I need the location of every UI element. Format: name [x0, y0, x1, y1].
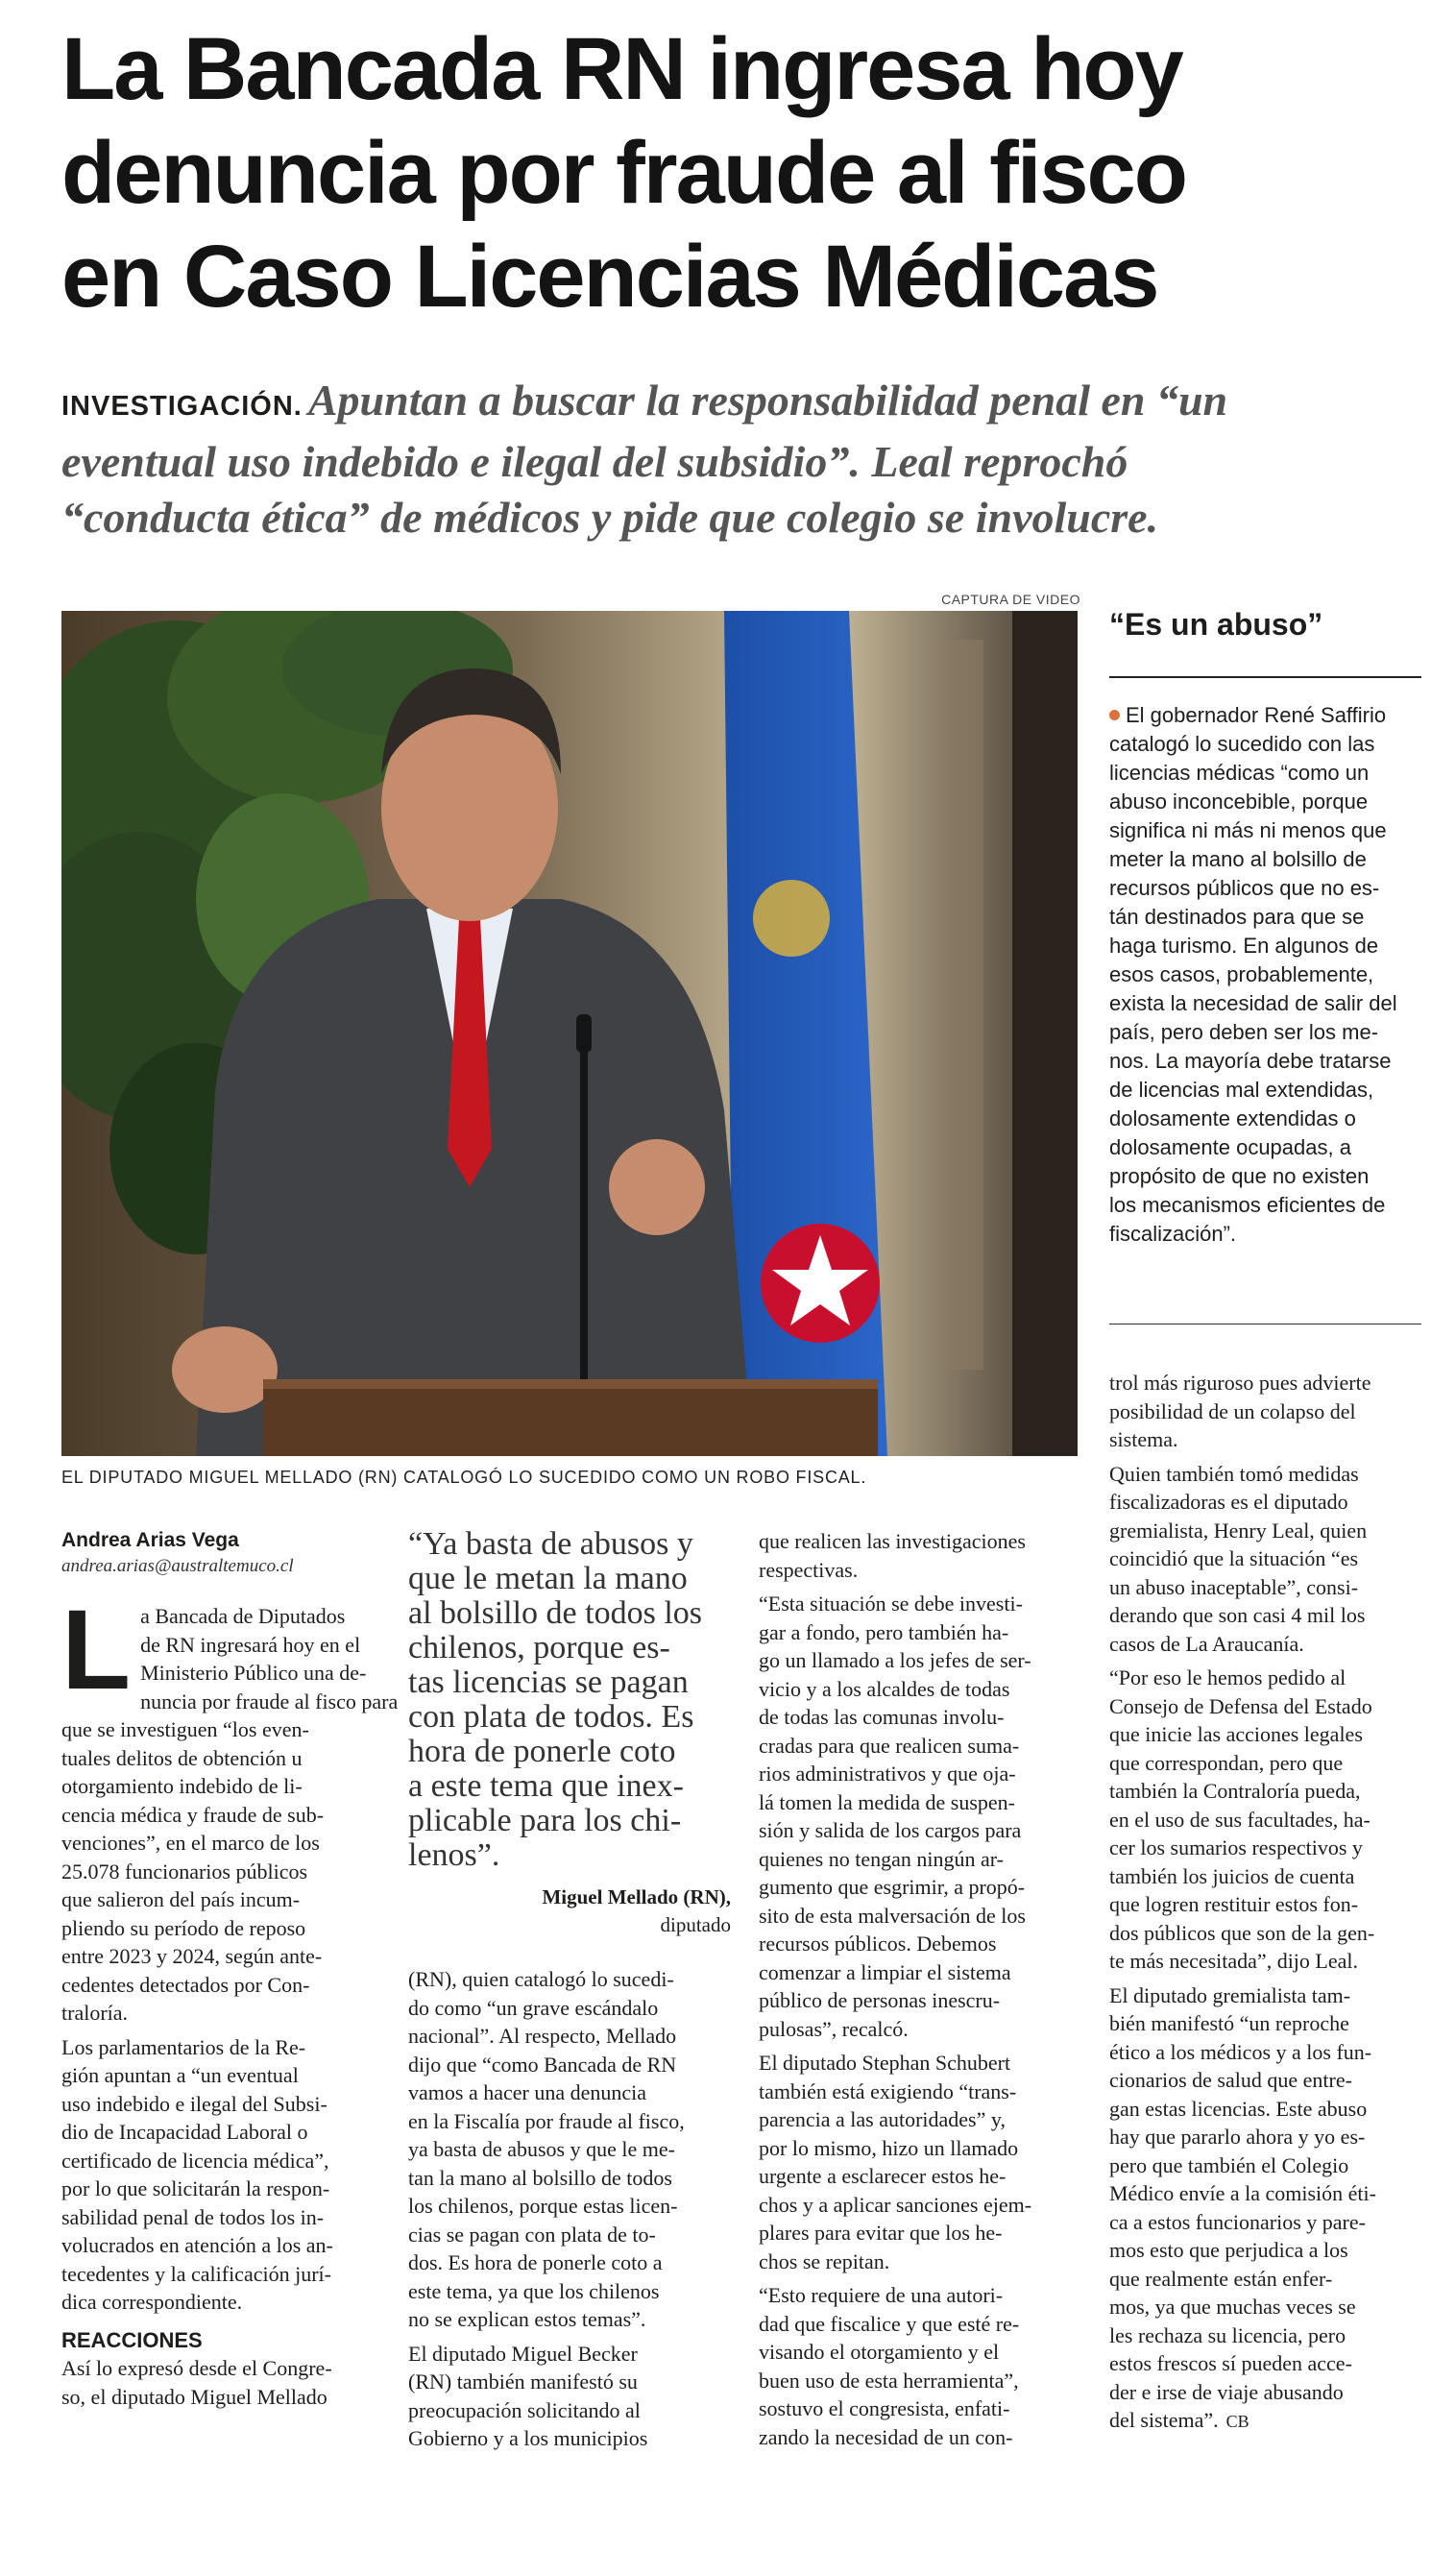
- bullet-dot-icon: [1109, 710, 1120, 720]
- article-column-2: [408, 1527, 731, 2453]
- paragraph: “Esto requiere de una autori- dad que fiscalice y que esté re- visando el otorgamiento y el buen uso de esta herramienta”, sostuvo el congresista, enfati- zando la necesidad de un con-: [759, 2283, 1020, 2449]
- sidebar-line: meter la mano al bolsillo de: [1109, 847, 1367, 871]
- sidebar-line: los mecanismos eficientes de: [1109, 1193, 1386, 1217]
- paragraph: “Esta situación se debe investi- gar a fondo, pero también ha- go un llamado a los jefes de ser- vicio y a los alcaldes de todas de todas las comunas involu- cradas para que realicen suma- rios administrativos y que oja- lá tomen la medida de suspen- sión y salida de los cargos para quienes no tengan ningún ar- gumento que esgrimir, a propó- sito de esta malversación de los recursos públicos. Debemos comenzar a limpiar el sistema público de personas inescru- pulosas”, recalcó.: [759, 1592, 1031, 2041]
- sidebar-line: catalogó lo sucedido con las: [1109, 732, 1375, 756]
- lead-deck-line: eventual uso indebido e ilegal del subsidio”. Leal reprochó: [61, 437, 1128, 486]
- lead-kicker: INVESTIGACIÓN.: [61, 391, 303, 422]
- article-column-4: [1109, 1369, 1421, 2437]
- sidebar-line: propósito de que no existen: [1109, 1164, 1370, 1188]
- sidebar-body: [1109, 701, 1421, 1249]
- pull-quote: “Ya basta de abusos y que le metan la mano al bolsillo de todos los chilenos, porque es- tas licencias se pagan con plata de todos. Es hora de ponerle coto a este tema que inex- plicable para los chi- lenos”.: [408, 1526, 702, 1873]
- lead-deck-line: “conducta ética” de médicos y pide que colegio se involucre.: [61, 493, 1159, 542]
- sidebar-line: fiscalización”.: [1109, 1222, 1237, 1246]
- sidebar-line: abuso inconcebible, porque: [1109, 790, 1369, 814]
- sidebar-line: El gobernador René Saffirio: [1126, 703, 1387, 727]
- headline-line: denuncia por fraude al fisco: [61, 124, 1186, 222]
- headline: [61, 17, 1387, 328]
- sidebar-line: país, pero deben ser los me-: [1109, 1020, 1379, 1044]
- paragraph: que realicen las investigaciones respectivas.: [759, 1529, 1026, 1582]
- paragraph: El diputado Stephan Schubert también está exigiendo “trans- parencia a las autoridades” y, por lo mismo, hizo un llamado urgente a esclarecer estos he- chos y a aplicar sanciones ejem- plares para evitar que los he- chos se repitan.: [759, 2051, 1032, 2273]
- paragraph: “Por eso le hemos pedido al Consejo de Defensa del Estado que inicie las acciones legales que correspondan, pero que también la Contraloría pueda, en el uso de sus facultades, ha- cer los sumarios respectivos y también los juicios de cuenta que logren restituir estos fon- dos públicos que son de la gen- te más necesitada”, dijo Leal.: [1109, 1665, 1375, 1973]
- news-photo: [61, 611, 1078, 1456]
- sidebar-title: “Es un abuso”: [1109, 607, 1323, 642]
- paragraph: L a Bancada de Diputados de RN ingresará hoy en el Ministerio Público una de- nuncia por fraude al fisco para que se investiguen “los even- tuales delitos de obtención u otorgamiento indebido de li- cencia médica y fraude de sub- venciones”, en el marco de los 25.078 funcionarios públicos que salieron del país incum- pliendo su período de reposo entre 2023 y 2024, según ante- cedentes detectados por Con- traloría.: [61, 1587, 399, 2025]
- sidebar-line: recursos públicos que no es-: [1109, 876, 1380, 900]
- photo-credit: CAPTURA DE VIDEO: [941, 592, 1080, 607]
- section-subhead: REACCIONES: [61, 2327, 203, 2352]
- article-column-1: [61, 1527, 399, 2411]
- drop-cap: L: [61, 1587, 132, 1713]
- paragraph: (RN), quien catalogó lo sucedi- do como “un grave escándalo nacional”. Al respecto, Mellado dijo que “como Bancada de RN vamos a hacer una denuncia en la Fiscalía por fraude al fisco, ya basta de abusos y que le me- tan la mano al bolsillo de todos los chilenos, porque estas licen- cias se pagan con plata de to- dos. Es hora de ponerle coto a este tema, ya que los chilenos no se explican estos temas”.: [408, 1967, 685, 2331]
- sidebar-line: esos casos, probablemente,: [1109, 962, 1374, 986]
- sidebar-line: nos. La mayoría debe tratarse: [1109, 1049, 1392, 1073]
- byline-name: Andrea Arias Vega: [61, 1529, 239, 1551]
- headline-line: La Bancada RN ingresa hoy: [61, 20, 1182, 118]
- sidebar-divider: [1109, 676, 1421, 678]
- sidebar-line: haga turismo. En algunos de: [1109, 934, 1379, 958]
- paragraph: Quien también tomó medidas fiscalizadoras es el diputado gremialista, Henry Leal, quien coincidió que la situación “es un abuso inaceptable”, consi- derando que son casi 4 mil los casos de La Araucanía.: [1109, 1461, 1368, 1656]
- article-column-3: [759, 1527, 1080, 2451]
- lead: [61, 373, 1387, 546]
- sidebar-line: dolosamente ocupadas, a: [1109, 1135, 1351, 1159]
- end-mark-icon: CB: [1225, 2412, 1249, 2431]
- sidebar-line: de licencias mal extendidas,: [1109, 1078, 1374, 1102]
- photo-illustration: [61, 611, 1078, 1456]
- sidebar-line: tán destinados para que se: [1109, 905, 1365, 929]
- sidebar-line: significa ni más ni menos que: [1109, 818, 1387, 842]
- pull-quote-author: Miguel Mellado (RN),: [542, 1885, 731, 1908]
- photo-caption: EL DIPUTADO MIGUEL MELLADO (RN) CATALOGÓ LO SUCEDIDO COMO UN ROBO FISCAL.: [61, 1468, 867, 1487]
- headline-line: en Caso Licencias Médicas: [61, 228, 1158, 326]
- paragraph: El diputado Miguel Becker (RN) también manifestó su preocupación solicitando al Gobierno y a los municipios: [408, 2341, 648, 2450]
- sidebar-line: dolosamente extendidas o: [1109, 1106, 1356, 1130]
- sidebar-line: exista la necesidad de salir del: [1109, 991, 1397, 1015]
- paragraph: Así lo expresó desde el Congre- so, el diputado Miguel Mellado: [61, 2356, 332, 2409]
- podium: [263, 1379, 878, 1456]
- paragraph: trol más riguroso pues advierte posibilidad de un colapso del sistema.: [1109, 1371, 1371, 1451]
- paragraph: El diputado gremialista tam- bién manifestó “un reproche ético a los médicos y a los fun- cionarios de salud que entre- gan estas licencias. Este abuso hay que pararlo ahora y yo es- pero que también el Colegio Médico envíe a la comisión éti- ca a estos funcionarios y pare- mos esto que perjudica a los que realmente están enfer- mos, ya que muchas veces se les rechaza su licencia, pero estos frescos sí pueden acce- der e irse de viaje abusando del sistema”. CB: [1109, 1982, 1376, 2432]
- paragraph: Los parlamentarios de la Re- gión apuntan a “un eventual uso indebido e ilegal del Subsi- dio de Incapacidad Laboral o certificado de licencia médica”, por lo que solicitarán la respon- sabilidad penal de todos los in- volucrados en atención a los an- tecedentes y la calificación jurí- dica correspondiente.: [61, 2034, 333, 2314]
- byline-email: andrea.arias@australtemuco.cl: [61, 1556, 294, 1576]
- pull-quote-role: diputado: [660, 1913, 731, 1936]
- lead-deck-line: Apuntan a buscar la responsabilidad penal en “un: [307, 376, 1228, 425]
- sidebar-line: licencias médicas “como un: [1109, 761, 1370, 785]
